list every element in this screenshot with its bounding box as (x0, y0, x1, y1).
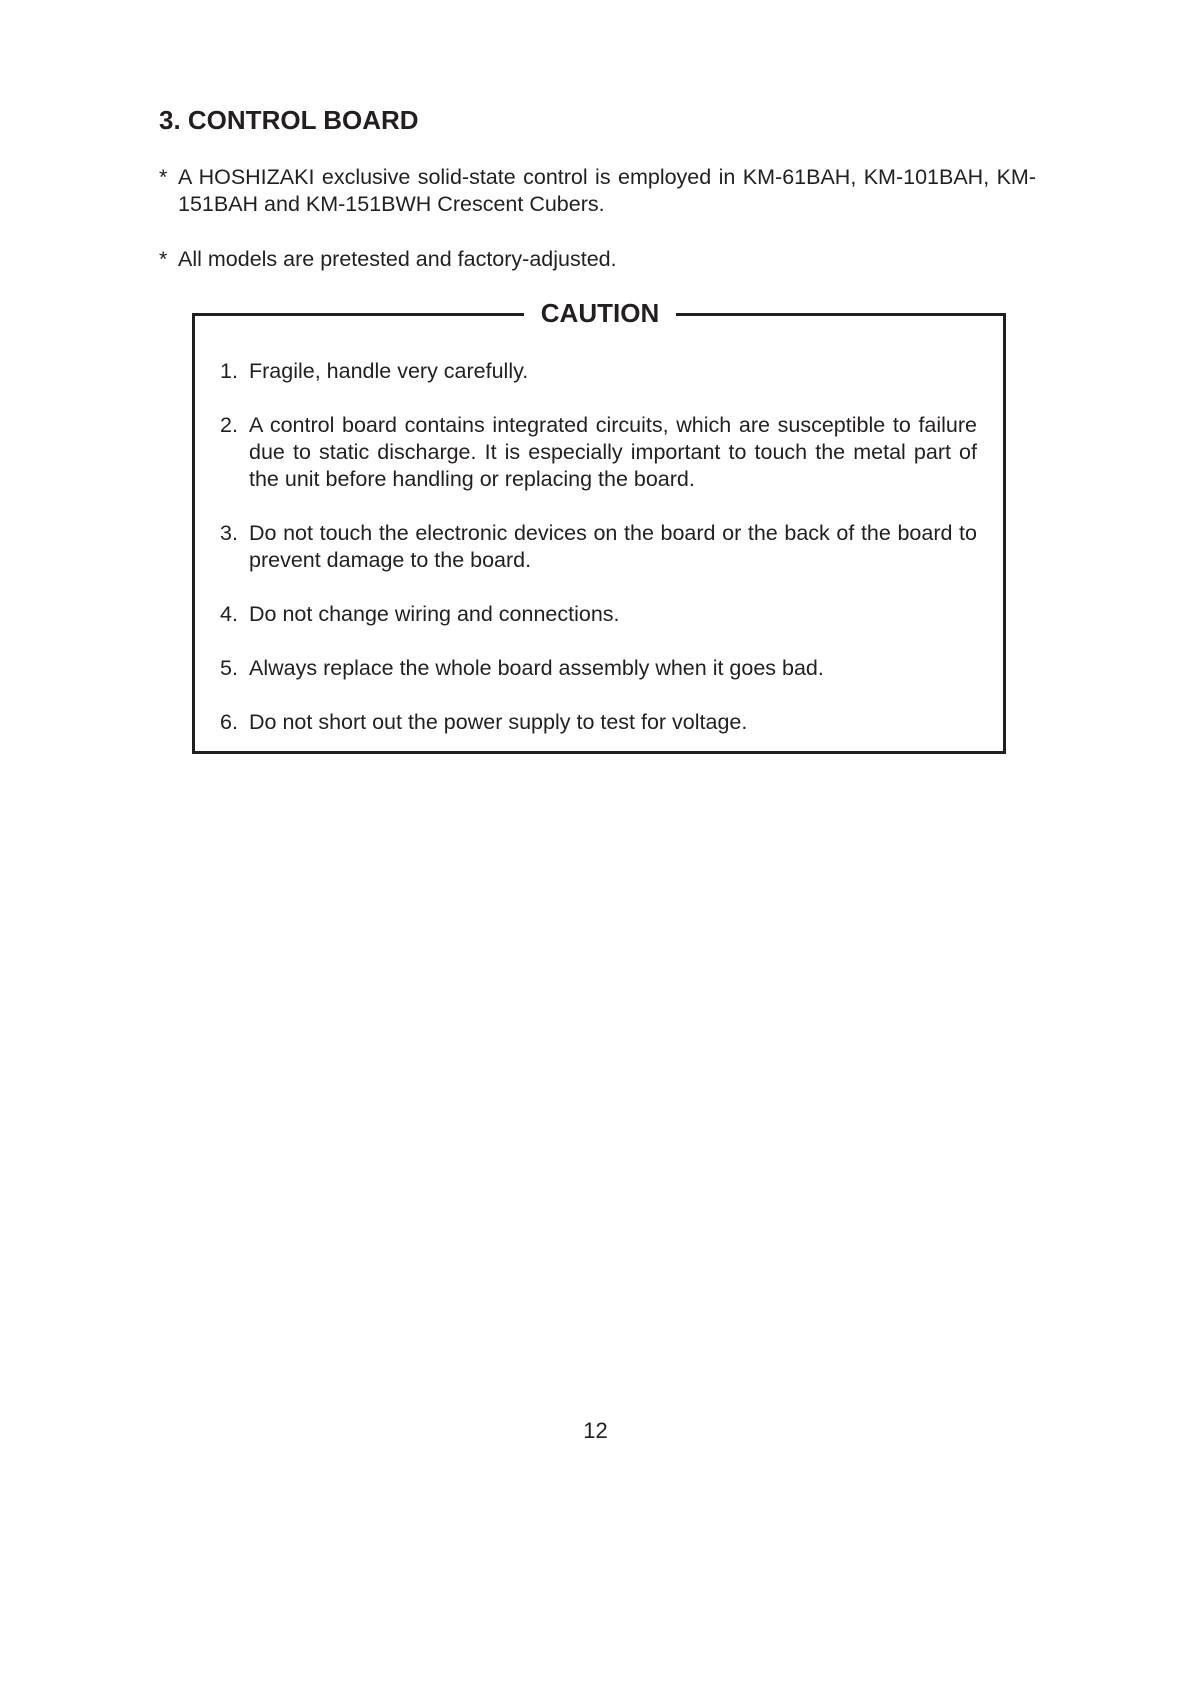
caution-item-text: Do not change wiring and connections. (249, 602, 620, 626)
caution-item (220, 412, 977, 493)
page-number: 12 (583, 1418, 608, 1443)
asterisk-bullet: * (159, 165, 168, 189)
caution-item (220, 655, 977, 682)
note-item (159, 164, 1036, 218)
caution-item (220, 601, 977, 628)
caution-item-text: Fragile, handle very carefully. (249, 359, 529, 383)
caution-title: CAUTION (524, 298, 676, 328)
caution-item-number: 4. (220, 602, 238, 626)
caution-item-text: Always replace the whole board assembly when it goes bad. (249, 656, 824, 680)
asterisk-bullet: * (159, 247, 168, 271)
section-title: 3. CONTROL BOARD (159, 105, 419, 135)
caution-item-number: 2. (220, 413, 238, 437)
caution-item-number: 3. (220, 521, 238, 545)
caution-item-text: Do not touch the electronic devices on the board or the back of the board to prevent damage to the board. (249, 521, 977, 572)
caution-item (220, 358, 977, 385)
caution-item (220, 520, 977, 574)
caution-item-text: Do not short out the power supply to test for voltage. (249, 710, 748, 734)
note-text: A HOSHIZAKI exclusive solid-state control is employed in KM-61BAH, KM-101BAH, KM-151BAH and KM-151BWH Crescent Cubers. (178, 165, 1036, 216)
caution-item-number: 1. (220, 359, 238, 383)
caution-item (220, 709, 977, 736)
caution-list (220, 358, 977, 736)
caution-item-number: 5. (220, 656, 238, 680)
note-item (159, 246, 1036, 273)
note-text: All models are pretested and factory-adjusted. (178, 247, 617, 271)
caution-item-text: A control board contains integrated circuits, which are susceptible to failure due to static discharge. It is especially important to touch the metal part of the unit before handling or replacing the board. (249, 413, 977, 491)
caution-item-number: 6. (220, 710, 238, 734)
